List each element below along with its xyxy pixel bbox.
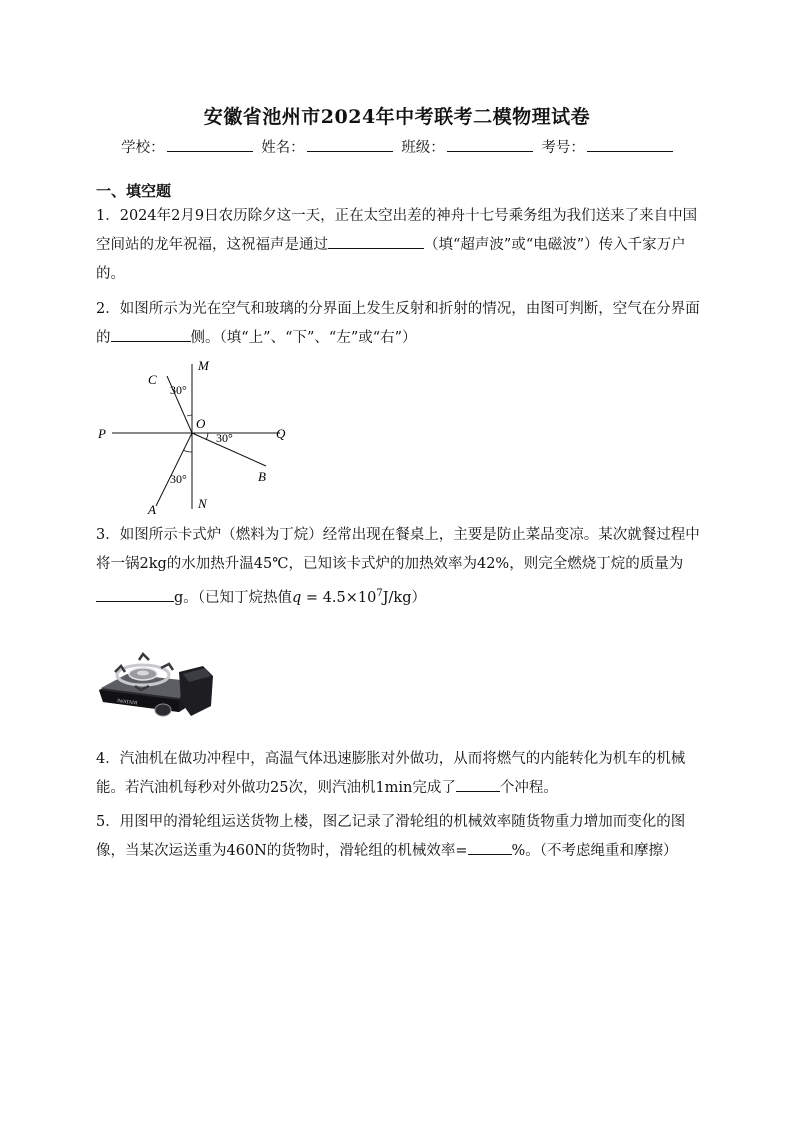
question-5-text-end: %。（不考虑绳重和摩擦） — [511, 843, 678, 859]
number-label: 考号： — [541, 140, 585, 156]
light-refraction-diagram — [94, 354, 304, 516]
ray-oa — [156, 433, 192, 506]
question-5 — [96, 808, 700, 866]
name-label: 姓名： — [261, 140, 305, 156]
page-title: 安徽省池州市2024年中考联考二模物理试卷 — [203, 106, 591, 128]
question-3 — [96, 521, 700, 613]
label-b: B — [258, 469, 266, 484]
question-3-text-mid: g。（已知丁烷热值 — [174, 589, 293, 606]
question-3-blank[interactable] — [96, 585, 174, 602]
angle-label-right: 30° — [216, 431, 233, 445]
label-q: Q — [276, 426, 286, 441]
section-heading-fill-blank: 一、填空题 — [96, 182, 172, 200]
angle-arc-bottom — [183, 450, 192, 452]
stove-brand-text: IWATANI — [116, 699, 138, 707]
question-3-text: 3．如图所示卡式炉（燃料为丁烷）经常出现在餐桌上，主要是防止菜品变凉。某次就餐过程中将一锅2kg的水加热升温45℃，已知该卡式炉的加热效率为42%，则完全燃烧丁烷的质量为 — [96, 527, 700, 572]
label-a: A — [148, 502, 156, 516]
question-2-text: 2．如图所示为光在空气和玻璃的分界面上发生反射和折射的情况，由图可判断，空气在分界面的 — [96, 301, 700, 346]
question-2-blank[interactable] — [111, 325, 191, 342]
number-blank[interactable] — [587, 137, 673, 152]
label-n: N — [198, 496, 207, 511]
question-4-blank[interactable] — [456, 775, 500, 792]
question-1 — [96, 202, 700, 289]
class-label: 班级： — [401, 140, 445, 156]
stove-knob — [155, 704, 171, 716]
formula-value: = 4.5×10 — [301, 589, 377, 606]
question-4-text-end: 个冲程。 — [499, 780, 558, 796]
question-3-text-end: ） — [411, 589, 427, 606]
formula-unit: J/kg — [382, 589, 412, 606]
angle-label-bottom: 30° — [170, 472, 187, 486]
label-m: M — [198, 358, 209, 373]
school-blank[interactable] — [167, 137, 253, 152]
question-4 — [96, 745, 700, 803]
cassette-stove-image — [95, 632, 217, 724]
question-2-text-end: 侧。（填“上”、“下”、“左”或“右”） — [190, 330, 417, 346]
question-1-text: 1．2024年2月9日农历除夕这一天，正在太空出差的神舟十七号乘务组为我们送来了来自中国空间站的龙年祝福，这祝福声是通过 — [96, 208, 698, 253]
angle-arc-top — [187, 415, 192, 416]
question-1-text-end: （填“超声波”或“电磁波”）传入千家万户的。 — [96, 237, 686, 282]
question-4-text: 4．汽油机在做功冲程中，高温气体迅速膨胀对外做功，从而将燃气的内能转化为机车的机械能。若汽油机每秒对外做功25次，则汽油机1min完成了 — [96, 751, 686, 796]
label-o: O — [196, 416, 206, 431]
label-c: C — [148, 372, 157, 387]
question-1-blank[interactable] — [328, 232, 424, 249]
label-p: P — [98, 426, 106, 441]
angle-label-top: 30° — [170, 383, 187, 397]
angle-arc-right — [206, 433, 208, 440]
student-info-line — [0, 136, 794, 157]
class-blank[interactable] — [447, 137, 533, 152]
question-2 — [96, 295, 700, 353]
formula-q: q — [292, 589, 302, 606]
name-blank[interactable] — [307, 137, 393, 152]
question-5-blank[interactable] — [468, 838, 512, 855]
formula-exponent: 7 — [376, 588, 383, 599]
question-5-text: 5．用图甲的滑轮组运送货物上楼，图乙记录了滑轮组的机械效率随货物重力增加而变化的图像，当某次运送重为460N的货物时，滑轮组的机械效率= — [96, 814, 686, 859]
school-label: 学校： — [121, 140, 165, 156]
